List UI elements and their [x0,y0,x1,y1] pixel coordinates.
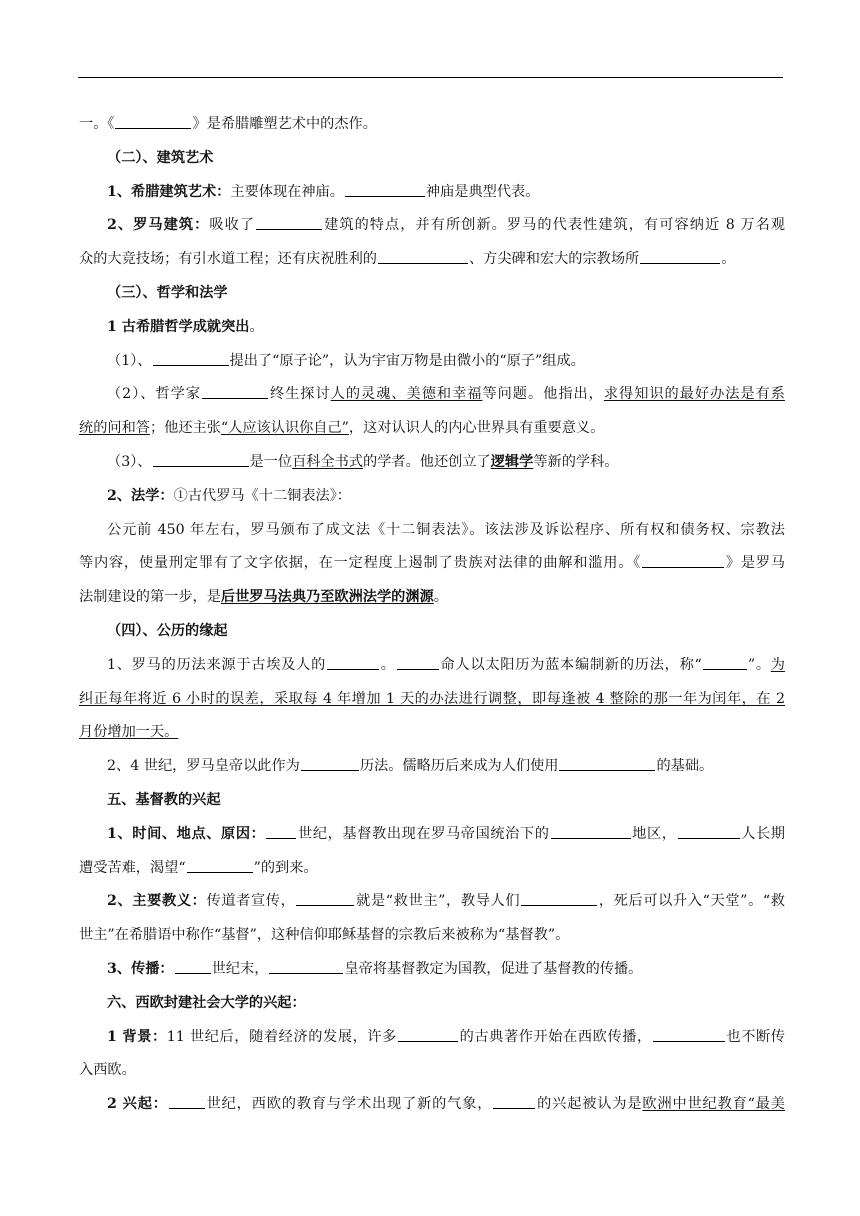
line: 世主”在希腊语中称作“基督”，这种信仰耶稣基督的宗教后来被称为“基督教”。 [79,927,570,944]
line: 1、时间、地点、原因： 世纪，基督教出现在罗马帝国统治下的 地区， 人长期 [79,818,785,852]
line: 众的大竞技场；有引水道工程；还有庆祝胜利的 、方尖碑和宏大的宗教场所 。 [79,243,785,277]
fill-blank[interactable] [345,181,425,197]
line: 公元前 450 年左右，罗马颁布了成文法《十二铜表法》。该法涉及诉讼程序、所有权和债务权、宗教法 [107,521,785,538]
fill-blank[interactable] [521,890,597,906]
fill-blank[interactable] [327,654,379,670]
line: 1、罗马的历法来源于古埃及人的 。 命人以太阳历为蓝本编制新的历法，称“ ”。为 [79,649,785,683]
document-body [79,108,785,1122]
fill-blank[interactable] [153,451,249,467]
header-rule [78,77,783,78]
section-heading: 六、西欧封建社会大学的兴起： [107,994,306,1011]
line: （2）、哲学家 终生探讨人的灵魂、美德和幸福等问题。他指出，求得知识的最好办法是有系 [79,378,785,412]
line: 等内容，使量刑定罪有了文字依据，在一定程度上遏制了贵族对法律的曲解和滥用。《 》是罗马 [79,547,785,581]
fill-blank[interactable] [296,890,354,906]
fill-blank[interactable] [397,654,439,670]
subheading: 1 古希腊哲学成就突出。 [107,318,264,335]
fill-blank[interactable] [266,823,296,839]
fill-blank[interactable] [378,248,468,264]
line: 2 兴起： 世纪，西欧的教育与学术出现了新的气象， 的兴起被认为是欧洲中世纪教育“最美 [79,1088,785,1122]
fill-blank[interactable] [187,857,253,873]
line: 一。《 》是希腊雕塑艺术中的杰作。 [79,108,785,142]
line: 统的问和答；他还主张“人应该认识你自己”，这对认识人的内心世界具有重要意义。 [79,420,605,437]
line: 2、主要教义：传道者宣传， 就是“救世主”，教导人们 ，死后可以升入“天堂”。“救 [79,885,785,919]
fill-blank[interactable] [175,958,211,974]
fill-blank[interactable] [559,755,655,771]
section-heading: （二）、建筑艺术 [107,149,214,166]
fill-blank[interactable] [269,958,343,974]
fill-blank[interactable] [640,248,720,264]
line: （3）、 是一位百科全书式的学者。他还创立了逻辑学等新的学科。 [79,446,785,480]
section-heading: （三）、哲学和法学 [107,284,228,301]
line: 1 背景：11 世纪后，随着经济的发展，许多 的古典著作开始在西欧传播， 也不断传 [79,1021,785,1055]
fill-blank[interactable] [678,823,740,839]
line: 纠正每年将近 6 小时的误差，采取每 4 年增加 1 天的办法进行调整，即每逢被 4 整除的那一年为闰年，在 2 [79,690,785,707]
line: 3、传播： 世纪末， 皇帝将基督教定为国教，促进了基督教的传播。 [79,953,785,987]
fill-blank[interactable] [115,113,191,129]
line: 1、希腊建筑艺术：主要体现在神庙。 神庙是典型代表。 [79,176,785,210]
fill-blank[interactable] [703,654,747,670]
section-heading: （四）、公历的缘起 [107,622,228,639]
fill-blank[interactable] [642,552,724,568]
fill-blank[interactable] [398,1026,458,1042]
fill-blank[interactable] [153,350,229,366]
line: 2、罗马建筑：吸收了 建筑的特点，并有所创新。罗马的代表性建筑，有可容纳近 8 万名观 [79,209,785,243]
line: 法制建设的第一步，是后世罗马法典乃至欧洲法学的渊源。 [79,589,448,606]
fill-blank[interactable] [493,1093,535,1109]
line: 入西欧。 [79,1062,136,1079]
fill-blank[interactable] [202,383,268,399]
fill-blank[interactable] [653,1026,725,1042]
section-heading: 五、基督教的兴起 [107,791,221,808]
line: 月份增加一天。 [79,724,179,741]
fill-blank[interactable] [301,755,359,771]
fill-blank[interactable] [551,823,631,839]
fill-blank[interactable] [256,214,322,230]
fill-blank[interactable] [169,1093,205,1109]
line: （1）、 提出了“原子论”，认为宇宙万物是由微小的“原子”组成。 [79,345,785,379]
line: 2、4 世纪，罗马皇帝以此作为 历法。儒略历后来成为人们使用 的基础。 [79,750,785,784]
line: 遭受苦难，渴望“ ”的到来。 [79,852,785,886]
line: 2、法学：①古代罗马《十二铜表法》： [107,487,351,504]
